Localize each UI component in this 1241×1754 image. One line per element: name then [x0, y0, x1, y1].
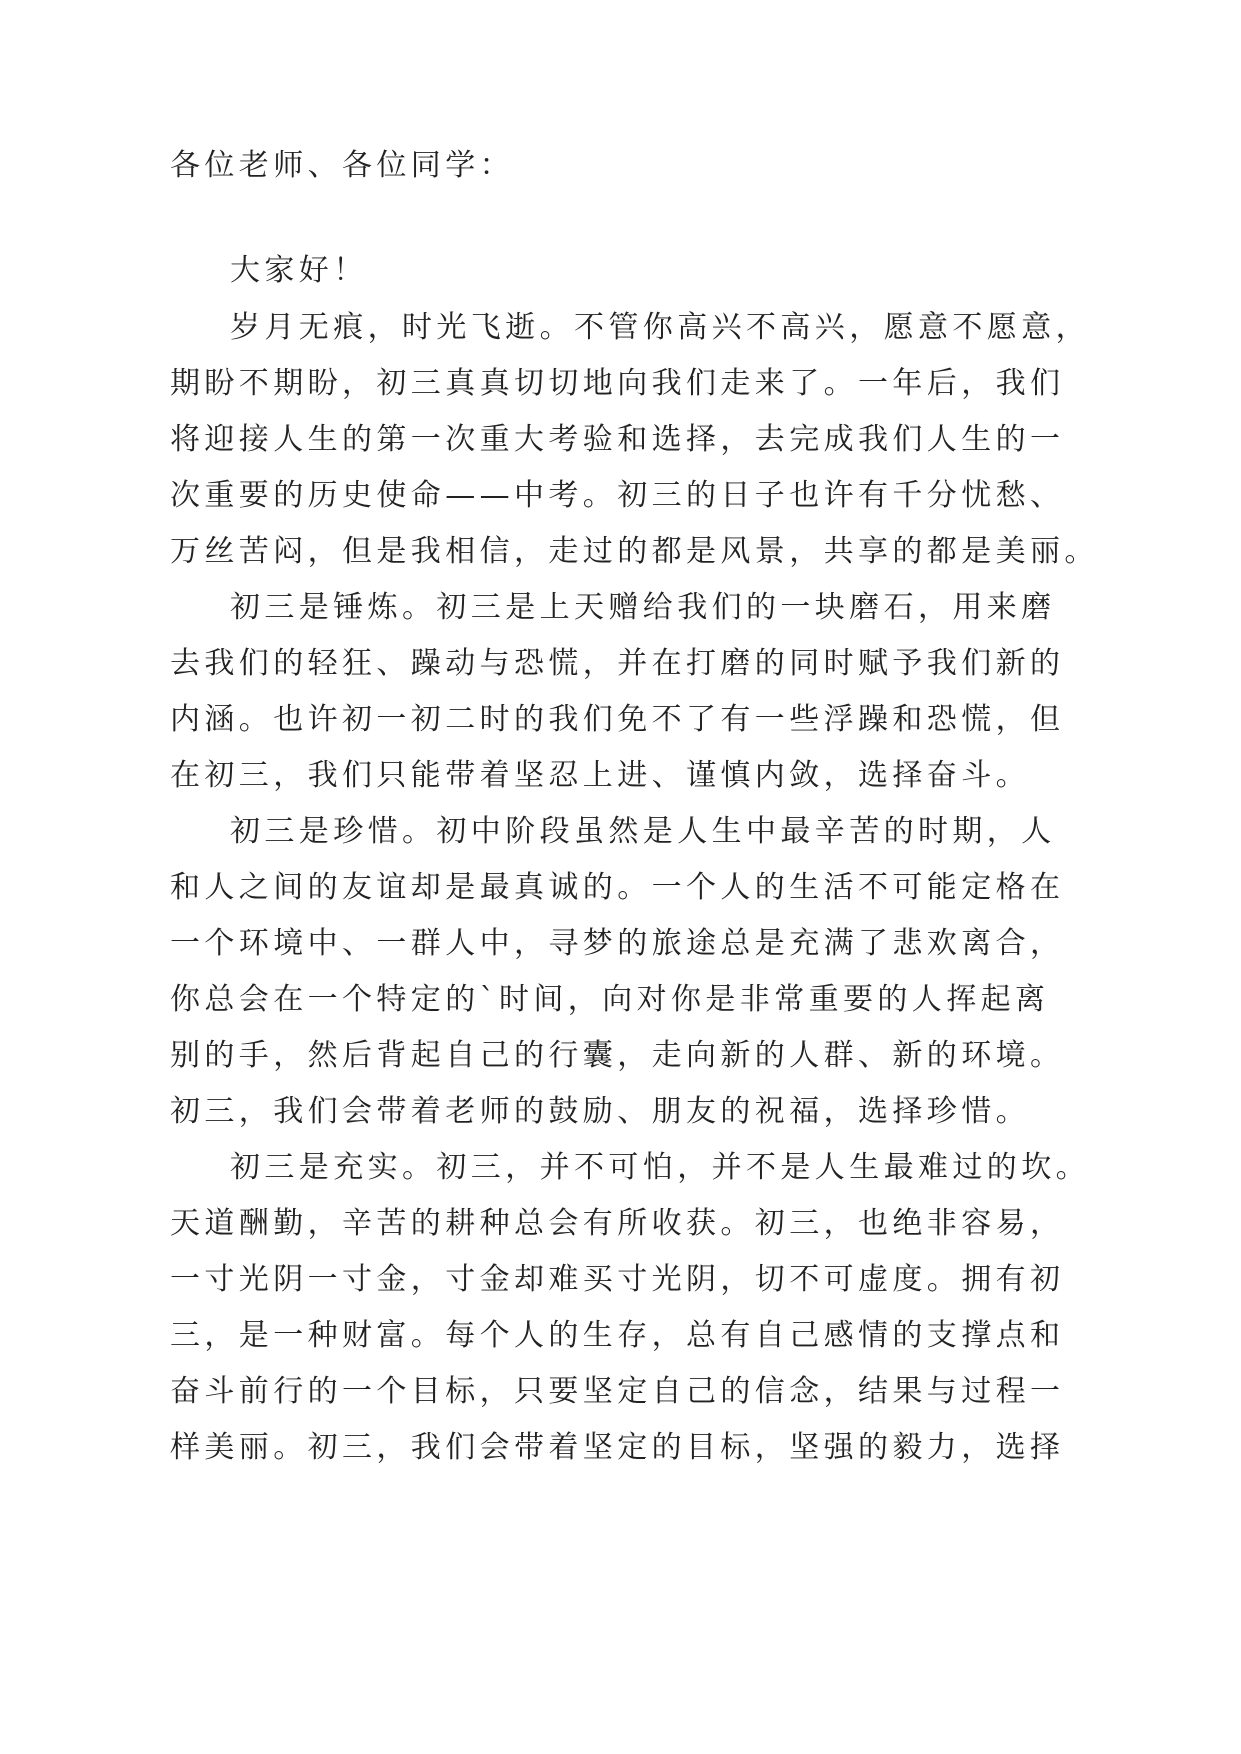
paragraph-line: 三，是一种财富。每个人的生存，总有自己感情的支撑点和	[170, 1318, 1065, 1353]
paragraph-line: 将迎接人生的第一次重大考验和选择，去完成我们人生的一	[170, 422, 1065, 457]
paragraph-line: 万丝苦闷，但是我相信，走过的都是风景，共享的都是美丽。	[170, 534, 1099, 569]
paragraph-line: 初三是锤炼。初三是上天赠给我们的一块磨石，用来磨	[230, 590, 1056, 625]
paragraph-line: 天道酬勤，辛苦的耕种总会有所收获。初三，也绝非容易，	[170, 1206, 1065, 1241]
paragraph-line: 别的手，然后背起自己的行囊，走向新的人群、新的环境。	[170, 1038, 1065, 1073]
greeting-line: 各位老师、各位同学：	[170, 148, 514, 183]
paragraph-line: 去我们的轻狂、躁动与恐慌，并在打磨的同时赋予我们新的	[170, 646, 1065, 681]
paragraph-line: 在初三，我们只能带着坚忍上进、谨慎内敛，选择奋斗。	[170, 758, 1030, 793]
paragraph-line: 岁月无痕，时光飞逝。不管你高兴不高兴，愿意不愿意，	[230, 310, 1090, 345]
paragraph-line: 期盼不期盼，初三真真切切地向我们走来了。一年后，我们	[170, 366, 1065, 401]
paragraph-line: 次重要的历史使命——中考。初三的日子也许有千分忧愁、	[170, 478, 1065, 513]
paragraph-line: 初三是珍惜。初中阶段虽然是人生中最辛苦的时期，人	[230, 814, 1056, 849]
paragraph-line: 一个环境中、一群人中，寻梦的旅途总是充满了悲欢离合，	[170, 926, 1065, 961]
salutation-line: 大家好！	[230, 253, 368, 288]
paragraph-line: 和人之间的友谊却是最真诚的。一个人的生活不可能定格在	[170, 870, 1065, 905]
paragraph-line: 一寸光阴一寸金，寸金却难买寸光阴，切不可虚度。拥有初	[170, 1262, 1065, 1297]
paragraph-line: 内涵。也许初一初二时的我们免不了有一些浮躁和恐慌，但	[170, 702, 1065, 737]
paragraph-line: 初三，我们会带着老师的鼓励、朋友的祝福，选择珍惜。	[170, 1094, 1030, 1129]
paragraph-line: 样美丽。初三，我们会带着坚定的目标，坚强的毅力，选择	[170, 1430, 1065, 1465]
paragraph-line: 初三是充实。初三，并不可怕，并不是人生最难过的坎。	[230, 1150, 1090, 1185]
paragraph-line: 你总会在一个特定的`时间，向对你是非常重要的人挥起离	[170, 982, 1050, 1017]
paragraph-line: 奋斗前行的一个目标，只要坚定自己的信念，结果与过程一	[170, 1374, 1065, 1409]
